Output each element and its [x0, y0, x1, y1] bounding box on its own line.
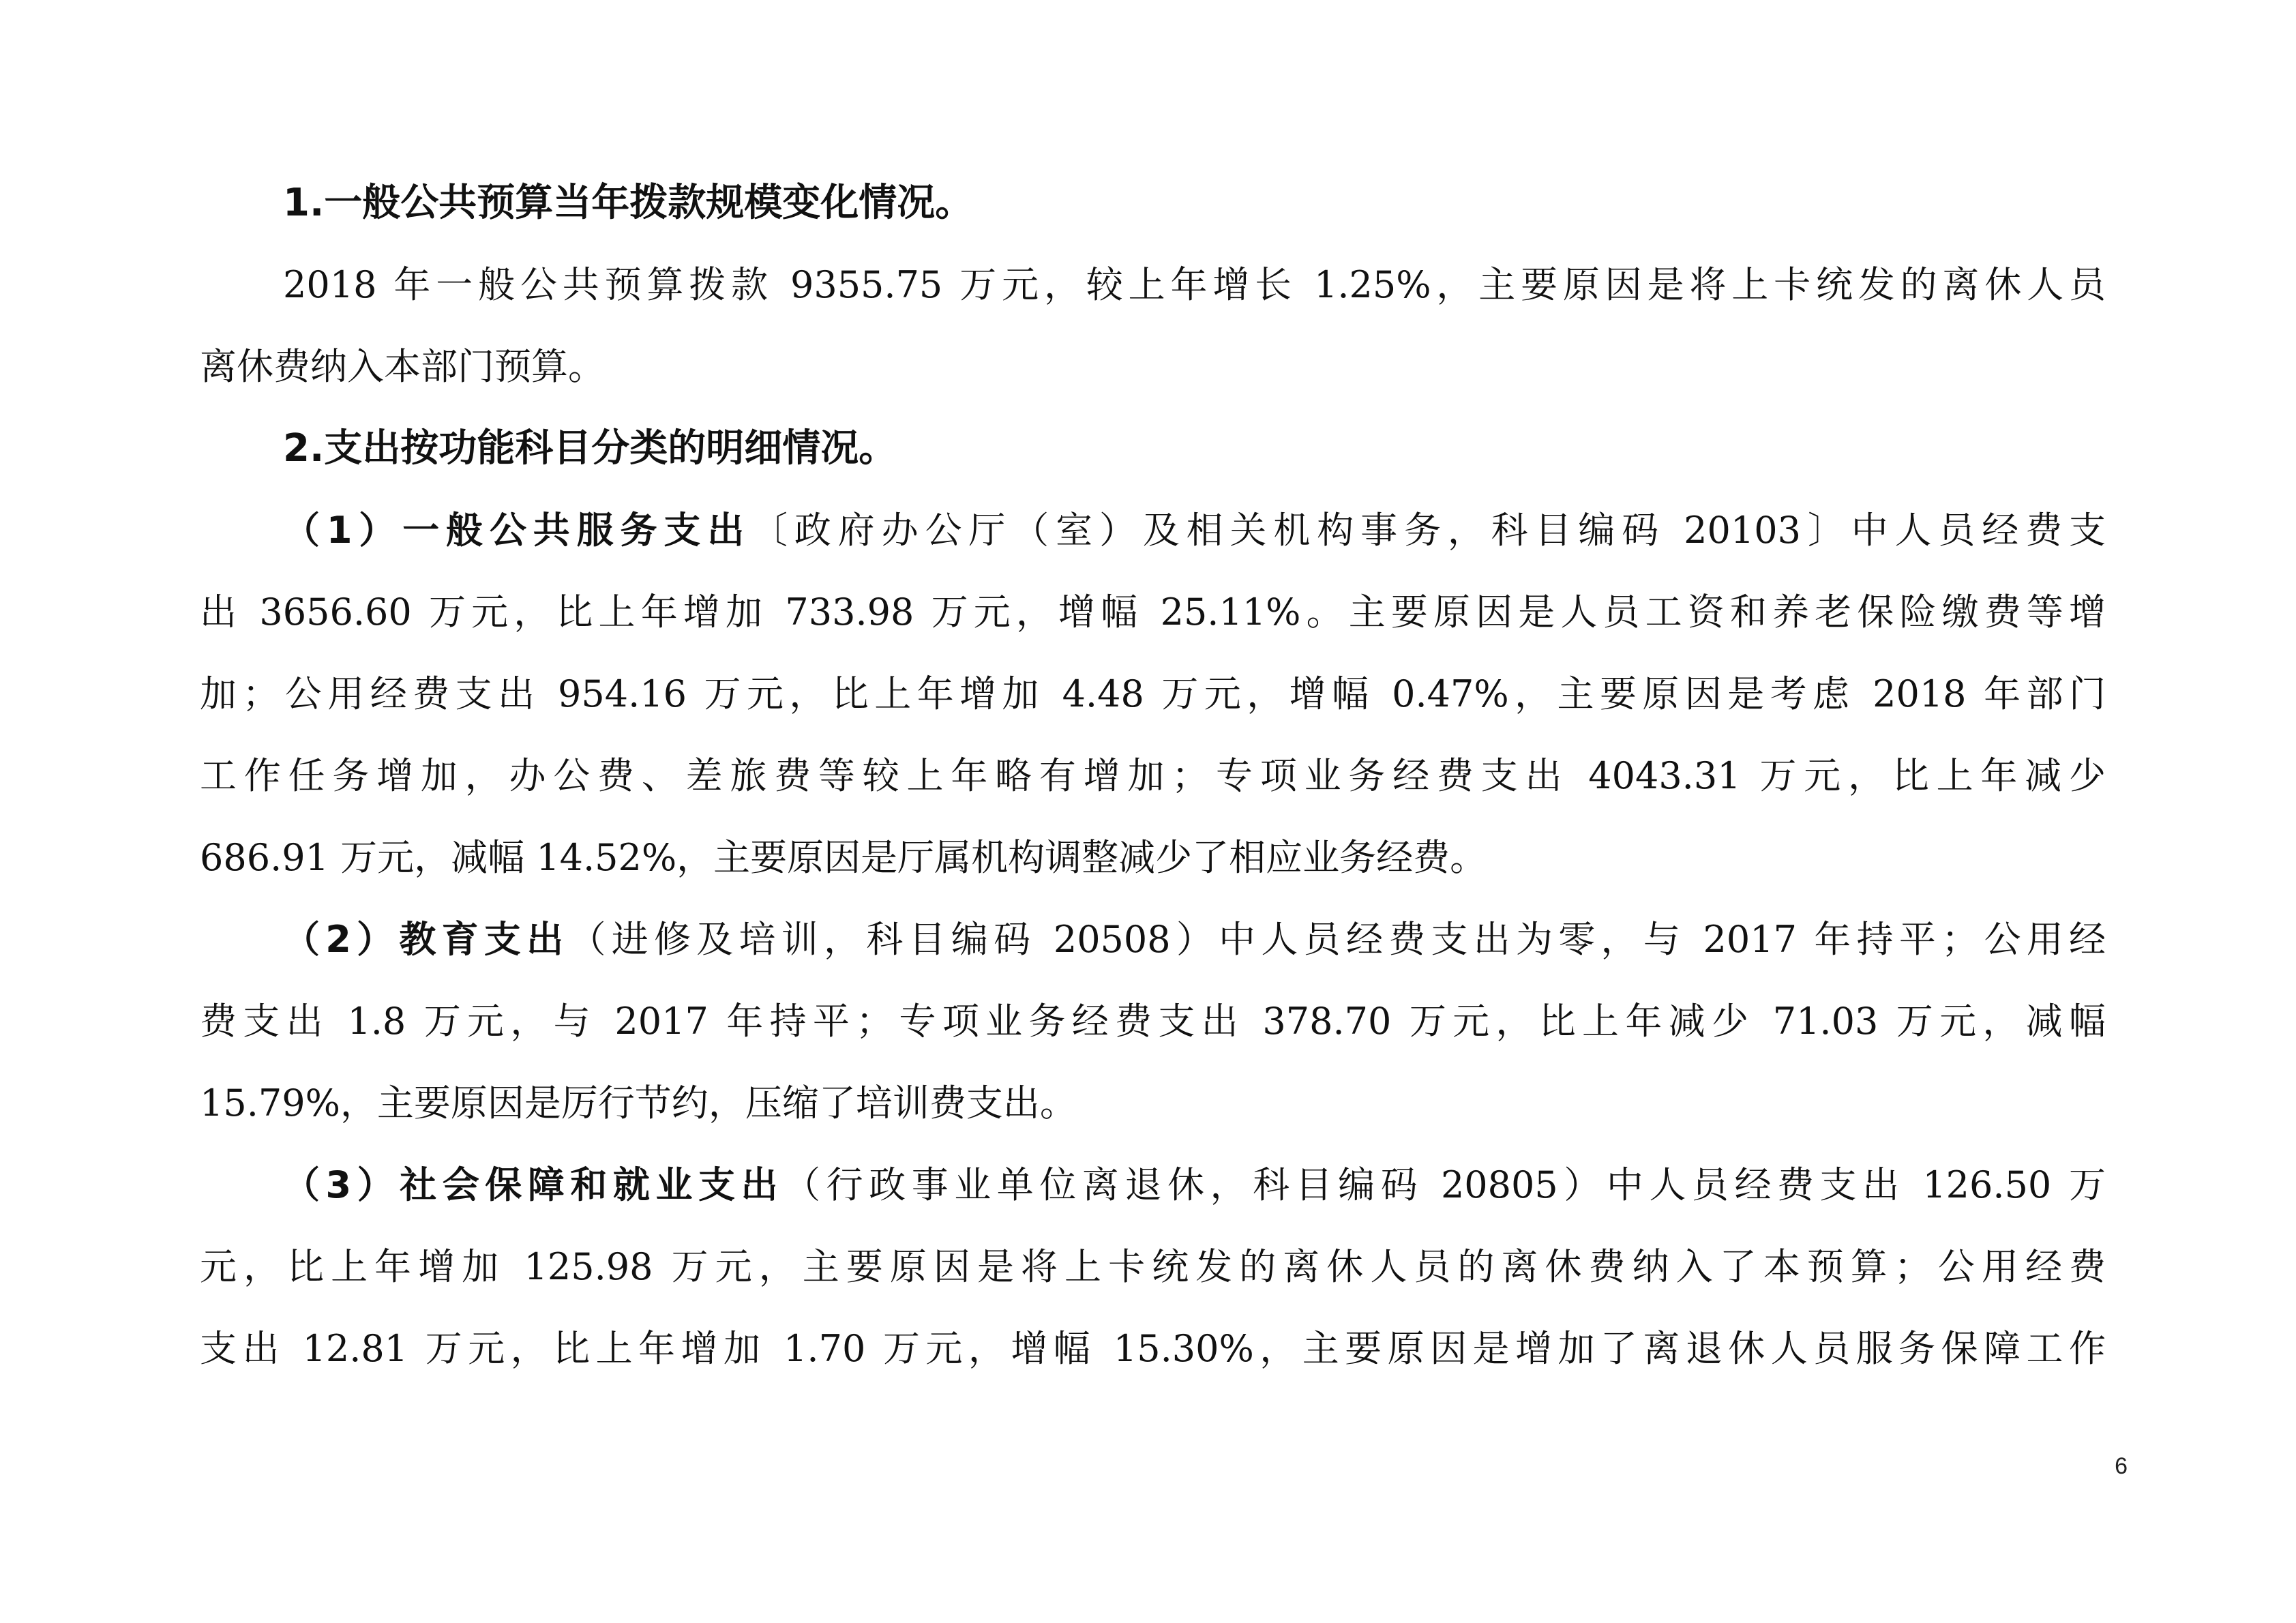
item-2-line-2: 费支出 1.8 万元，与 2017 年持平；专项业务经费支出 378.70 万元，比上年减少 71.03 万元，减幅: [200, 1000, 2106, 1043]
page-number: 6: [2115, 1453, 2128, 1479]
item-2-line-1: [200, 899, 2106, 981]
item-3-line-3: 支出 12.81 万元，比上年增加 1.70 万元，增幅 15.30%，主要原因是增加了离退休人员服务保障工作: [200, 1327, 2106, 1370]
section-heading-1: 1.一般公共预算当年拨款规模变化情况。: [283, 181, 974, 225]
paragraph-1-line-2: 离休费纳入本部门预算。: [200, 345, 605, 388]
item-1-line-4: 工作任务增加，办公费、差旅费等较上年略有增加；专项业务经费支出 4043.31 万元，比上年减少: [200, 754, 2106, 797]
item-2-lead: （2）教育支出: [283, 918, 569, 961]
item-3-lead: （3）社会保障和就业支出: [283, 1163, 784, 1206]
item-1-line-2: 出 3656.60 万元，比上年增加 733.98 万元，增幅 25.11%。主要原因是人员工资和养老保险缴费等增: [200, 591, 2106, 634]
item-2-line-3: 15.79%，主要原因是厉行节约，压缩了培训费支出。: [200, 1082, 1077, 1125]
item-1-line-3: 加；公用经费支出 954.16 万元，比上年增加 4.48 万元，增幅 0.47%，主要原因是考虑 2018 年部门: [200, 672, 2106, 715]
section-heading-2: 2.支出按功能科目分类的明细情况。: [283, 426, 897, 471]
paragraph-1-line-1: 2018 年一般公共预算拨款 9355.75 万元，较上年增长 1.25%，主要原因是将上卡统发的离休人员: [283, 263, 2106, 306]
item-1-lead: （1）一般公共服务支出: [283, 509, 751, 552]
item-3-line-1: [200, 1144, 2106, 1226]
document-body: [200, 162, 2106, 1390]
item-3-line-1-text: （行政事业单位离退休，科目编码 20805）中人员经费支出 126.50 万: [784, 1163, 2106, 1206]
item-2-line-1-text: （进修及培训，科目编码 20508）中人员经费支出为零，与 2017 年持平；公用经: [569, 918, 2106, 961]
item-1-line-5: 686.91 万元，减幅 14.52%，主要原因是厅属机构调整减少了相应业务经费。: [200, 836, 1487, 879]
item-1-line-1-text: 〔政府办公厅（室）及相关机构事务，科目编码 20103〕中人员经费支: [751, 509, 2106, 552]
item-1-line-1: [200, 490, 2106, 571]
item-3-line-2: 元，比上年增加 125.98 万元，主要原因是将上卡统发的离休人员的离休费纳入了本预算；公用经费: [200, 1245, 2106, 1288]
